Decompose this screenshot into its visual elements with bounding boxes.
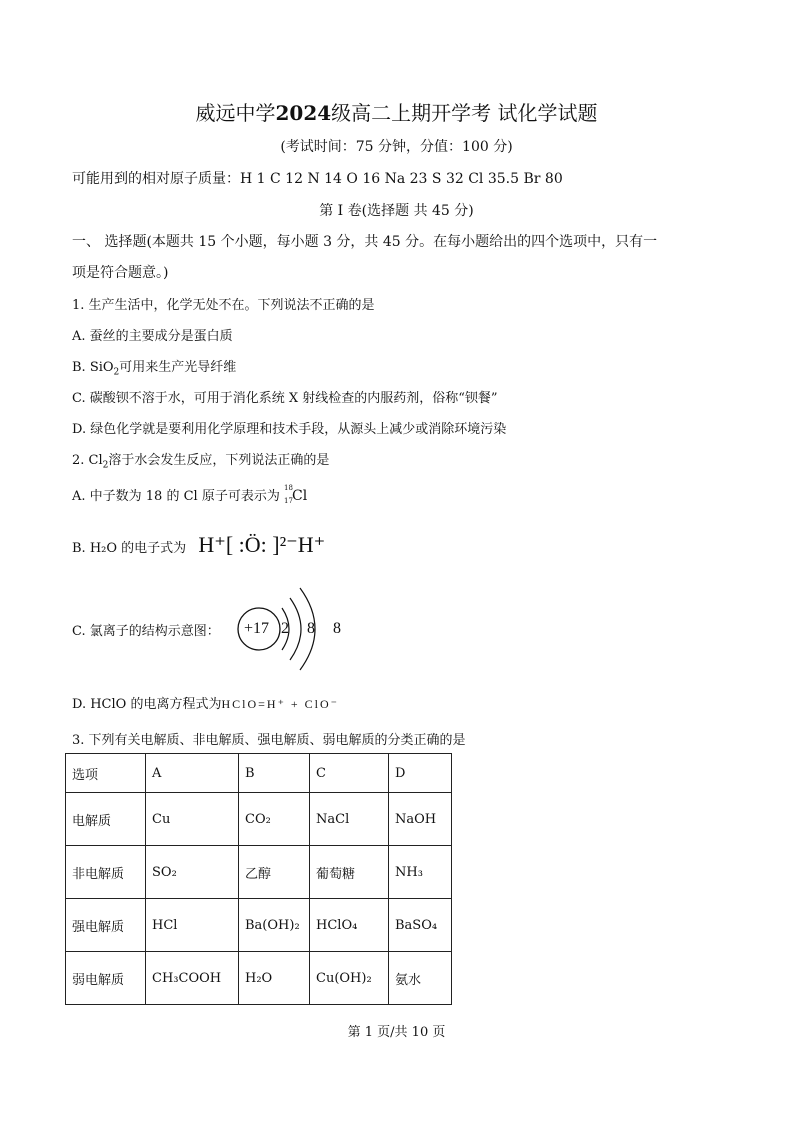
table-cell: NaOH bbox=[389, 793, 452, 846]
table-row bbox=[66, 793, 452, 846]
exam-subtitle: (考试时间：75 分钟，分值：100 分) bbox=[280, 139, 513, 155]
q1-option-c: C. 碳酸钡不溶于水，可用于消化系统 X 射线检查的内服药剂，俗称“钡餐” bbox=[72, 391, 498, 406]
table-header-cell: B bbox=[239, 754, 310, 793]
q3-stem: 3. 下列有关电解质、非电解质、强电解质、弱电解质的分类正确的是 bbox=[72, 733, 466, 748]
atomic-masses: 可能用到的相对原子质量：H 1 C 12 N 14 O 16 Na 23 S 32 Cl 35.5 Br 80 bbox=[72, 171, 563, 187]
table-cell: NaCl bbox=[310, 793, 389, 846]
table-cell: Cu bbox=[146, 793, 239, 846]
q1-stem: 1. 生产生活中，化学无处不在。下列说法不正确的是 bbox=[72, 298, 375, 313]
table-cell: 弱电解质 bbox=[66, 952, 146, 1005]
table-cell: 强电解质 bbox=[66, 899, 146, 952]
table-header-cell: A bbox=[146, 754, 239, 793]
table-cell: CO₂ bbox=[239, 793, 310, 846]
table-cell: 葡萄糖 bbox=[310, 846, 389, 899]
table-header-cell: D bbox=[389, 754, 452, 793]
table-cell: NH₃ bbox=[389, 846, 452, 899]
isotope-symbol: Cl bbox=[291, 487, 308, 504]
q1-option-d: D. 绿色化学就是要利用化学原理和技术手段，从源头上减少或消除环境污染 bbox=[72, 422, 507, 437]
isotope-mass-number: 18 bbox=[283, 483, 293, 492]
table-cell: 电解质 bbox=[66, 793, 146, 846]
table-cell: 非电解质 bbox=[66, 846, 146, 899]
table-cell: CH₃COOH bbox=[146, 952, 239, 1005]
q2-option-d: D. HClO 的电离方程式为HClO=H⁺ + ClO⁻ bbox=[72, 697, 340, 712]
section-instructions-line1: 一、 选择题(本题共 15 个小题，每小题 3 分，共 45 分。在每小题给出的四个选项中，只有一 bbox=[72, 234, 658, 250]
q2-option-a: A. 中子数为 18 的 Cl 原子可表示为 18 17 Cl bbox=[72, 483, 308, 505]
table-cell: 乙醇 bbox=[239, 846, 310, 899]
q2-option-b: B. H₂O 的电子式为 H⁺[ :Ö: ]²⁻H⁺ bbox=[72, 532, 326, 557]
volume-heading: 第 I 卷(选择题 共 45 分) bbox=[319, 203, 474, 219]
classification-table bbox=[65, 753, 452, 1005]
table-cell: Cu(OH)₂ bbox=[310, 952, 389, 1005]
exam-title: 威远中学2024级高二上期开学考 试化学试题 bbox=[195, 101, 598, 125]
table-row bbox=[66, 899, 452, 952]
page-number: 第 1 页/共 10 页 bbox=[347, 1025, 446, 1040]
table-cell: HCl bbox=[146, 899, 239, 952]
table-row bbox=[66, 952, 452, 1005]
isotope-atomic-number: 17 bbox=[283, 496, 293, 505]
table-cell: HClO₄ bbox=[310, 899, 389, 952]
water-electron-formula: H⁺[ :Ö: ]²⁻H⁺ bbox=[198, 532, 326, 557]
table-cell: BaSO₄ bbox=[389, 899, 452, 952]
q1-option-b: B. SiO$_2$可用来生产光导纤维 bbox=[72, 360, 237, 378]
table-header-row bbox=[66, 754, 452, 793]
electron-shells: 2 8 8 bbox=[281, 620, 348, 637]
table-cell: 氨水 bbox=[389, 952, 452, 1005]
nucleus-charge: +17 bbox=[244, 620, 270, 637]
section-instructions-line2: 项是符合题意。) bbox=[72, 265, 169, 281]
table-header-cell: C bbox=[310, 754, 389, 793]
q2-stem: 2. $Cl_2$溶于水会发生反应，下列说法正确的是 bbox=[72, 453, 330, 471]
ionization-equation: HClO=H⁺ + ClO⁻ bbox=[221, 697, 340, 711]
table-cell: Ba(OH)₂ bbox=[239, 899, 310, 952]
q2-option-c: C. 氯离子的结构示意图： bbox=[72, 624, 220, 639]
q1-option-a: A. 蚕丝的主要成分是蛋白质 bbox=[72, 329, 233, 344]
table-cell: H₂O bbox=[239, 952, 310, 1005]
table-cell: SO₂ bbox=[146, 846, 239, 899]
table-header-cell: 选项 bbox=[66, 754, 146, 793]
table-row bbox=[66, 846, 452, 899]
